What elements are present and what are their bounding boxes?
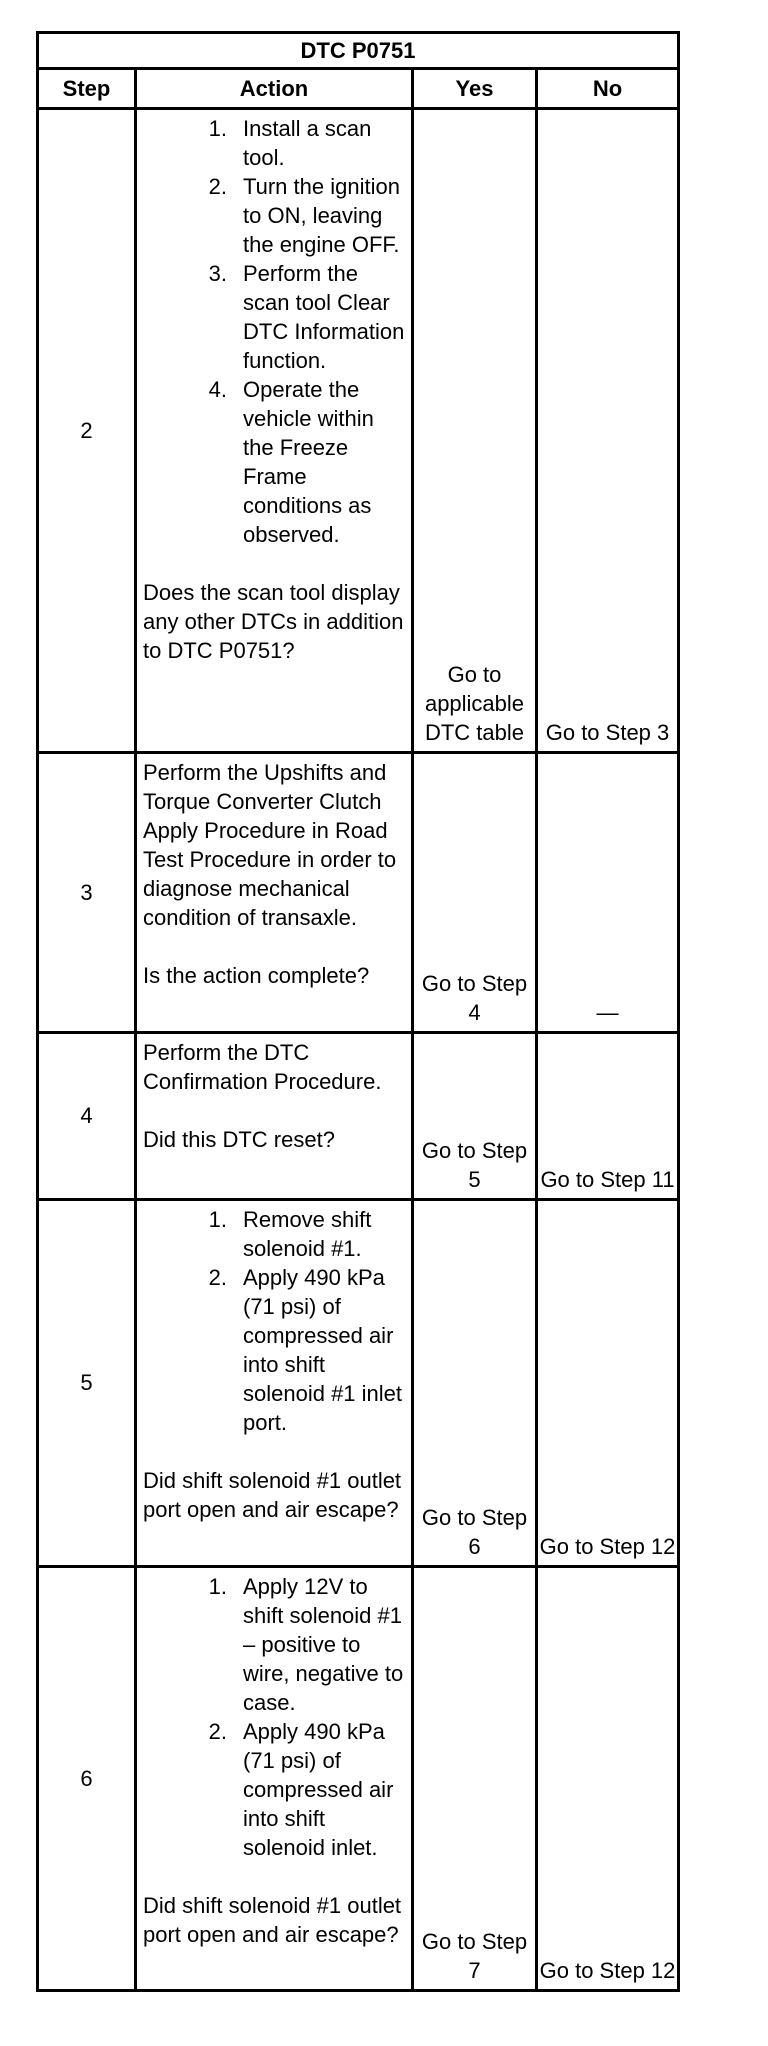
no-result: Go to Step 12 (537, 1200, 679, 1567)
list-item (143, 259, 407, 375)
header-no: No (537, 69, 679, 109)
list-item-number: 1. (208, 1574, 227, 1599)
list-item (143, 114, 407, 172)
action-cell (136, 109, 413, 753)
list-item-number: 2. (208, 1719, 227, 1744)
list-item-text: Perform the scan tool Clear DTC Information function. (243, 261, 405, 373)
header-step: Step (38, 69, 136, 109)
table-title: DTC P0751 (38, 33, 679, 69)
table-row-step-4 (38, 1033, 679, 1200)
action-text: Perform the Upshifts and Torque Converter Clutch Apply Procedure in Road Test Procedure in order to diagnose mechanical condition of transaxle. (143, 760, 397, 930)
list-item-number: 3. (208, 261, 227, 286)
table-row-step-5 (38, 1200, 679, 1567)
no-result: Go to Step 11 (537, 1033, 679, 1200)
list-item-number: 4. (208, 377, 227, 402)
list-item-text: Apply 12V to shift solenoid #1 – positive to wire, negative to case. (243, 1574, 404, 1715)
yes-result: Go to applicable DTC table (413, 109, 537, 753)
list-item-text: Install a scan tool. (243, 116, 372, 170)
table-row-step-3 (38, 753, 679, 1033)
step-number: 4 (38, 1033, 136, 1200)
header-row (38, 69, 679, 109)
list-item (143, 172, 407, 259)
dtc-table (36, 31, 680, 1992)
yes-result: Go to Step 6 (413, 1200, 537, 1567)
action-question: Is the action complete? (143, 963, 370, 988)
list-item-number: 2. (208, 174, 227, 199)
title-row (38, 33, 679, 69)
list-item-text: Operate the vehicle within the Freeze Frame conditions as observed. (243, 377, 374, 547)
header-action: Action (136, 69, 413, 109)
action-text: Perform the DTC Confirmation Procedure. (143, 1040, 382, 1094)
list-item (143, 1205, 407, 1263)
step-number: 5 (38, 1200, 136, 1567)
list-item (143, 1572, 407, 1717)
list-item (143, 1717, 407, 1862)
table-row-step-6 (38, 1567, 679, 1991)
action-cell (136, 1567, 413, 1991)
list-item-number: 1. (208, 1207, 227, 1232)
no-result: Go to Step 12 (537, 1567, 679, 1991)
action-steps-list (143, 1205, 407, 1437)
yes-result: Go to Step 7 (413, 1567, 537, 1991)
action-question: Does the scan tool display any other DTCs in addition to DTC P0751? (143, 580, 404, 663)
action-cell (136, 1033, 413, 1200)
list-item-text: Remove shift solenoid #1. (243, 1207, 372, 1261)
action-question: Did shift solenoid #1 outlet port open and air escape? (143, 1893, 402, 1947)
yes-result: Go to Step 4 (413, 753, 537, 1033)
yes-result: Go to Step 5 (413, 1033, 537, 1200)
action-steps-list (143, 114, 407, 549)
header-yes: Yes (413, 69, 537, 109)
list-item (143, 1263, 407, 1437)
list-item (143, 375, 407, 549)
table-row-step-2 (38, 109, 679, 753)
list-item-number: 2. (208, 1265, 227, 1290)
list-item-text: Apply 490 kPa (71 psi) of compressed air into shift solenoid #1 inlet port. (243, 1265, 403, 1435)
list-item-text: Turn the ignition to ON, leaving the engine OFF. (243, 174, 400, 257)
action-steps-list (143, 1572, 407, 1862)
action-question: Did this DTC reset? (143, 1127, 335, 1152)
step-number: 3 (38, 753, 136, 1033)
step-number: 6 (38, 1567, 136, 1991)
list-item-number: 1. (208, 116, 227, 141)
step-number: 2 (38, 109, 136, 753)
no-result: — (537, 753, 679, 1033)
action-question: Did shift solenoid #1 outlet port open and air escape? (143, 1468, 402, 1522)
action-cell (136, 753, 413, 1033)
action-cell (136, 1200, 413, 1567)
list-item-text: Apply 490 kPa (71 psi) of compressed air into shift solenoid inlet. (243, 1719, 394, 1860)
no-result: Go to Step 3 (537, 109, 679, 753)
